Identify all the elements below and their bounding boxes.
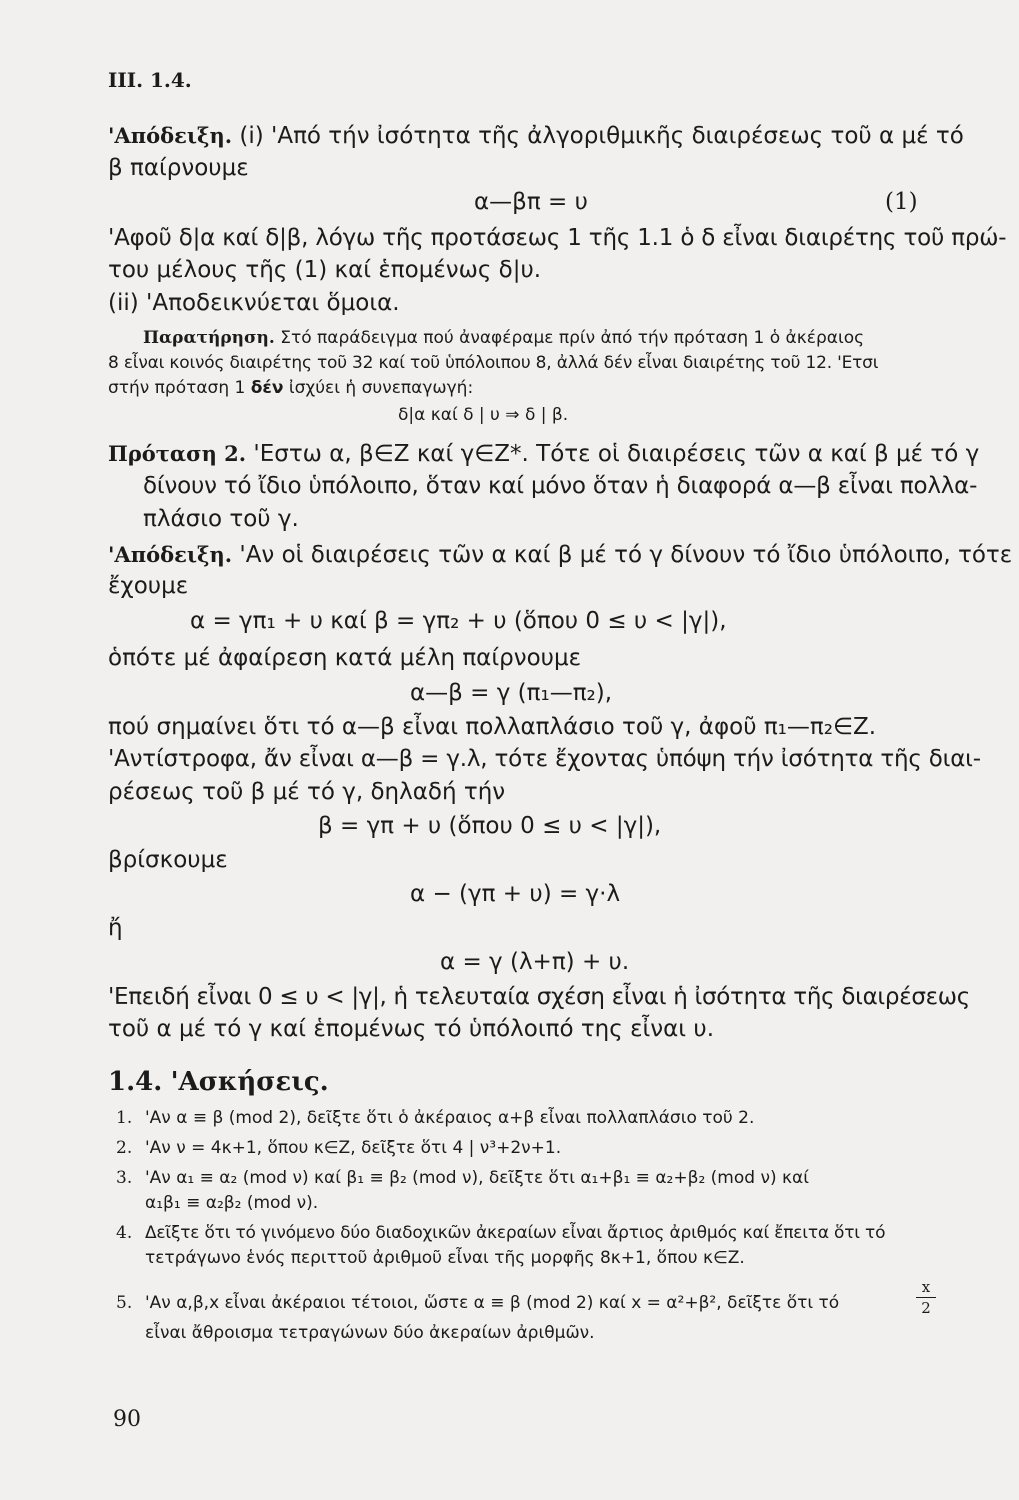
prop2-label: Πρόταση 2.	[108, 441, 247, 466]
proof1-equation-number: (1)	[885, 189, 918, 215]
proof2-line2: ἔχουμε	[108, 573, 189, 599]
exercise-1-text: 'Αν α ≡ β (mod 2), δεῖξτε ὅτι ὁ ἀκέραιος α+β εἶναι πολλαπλάσιο τοῦ 2.	[145, 1108, 755, 1128]
proof2-line5: 'Αντίστροφα, ἄν εἶναι α—β = γ.λ, τότε ἔχοντας ὑπόψη τήν ἰσότητα τῆς διαι-	[108, 746, 981, 772]
fraction-bar	[916, 1297, 936, 1298]
prop2-line3: πλάσιο τοῦ γ.	[143, 506, 299, 532]
exercise-5-number: 5.	[116, 1293, 133, 1313]
proof1-line3: 'Αφοῦ δ|α καί δ|β, λόγω τῆς προτάσεως 1 τῆς 1.1 ὁ δ εἶναι διαιρέτης τοῦ πρώ-	[108, 225, 1007, 251]
proof1-text1: (i) 'Από τήν ἰσότητα τῆς ἀλγοριθμικῆς διαιρέσεως τοῦ α μέ τό	[239, 123, 964, 149]
page-number: 90	[113, 1407, 141, 1432]
prop2-line2: δίνουν τό ἴδιο ὑπόλοιπο, ὅταν καί μόνο ὅταν ἡ διαφορά α—β εἶναι πολλα-	[143, 473, 978, 499]
exercises-heading-title: 'Ασκήσεις.	[170, 1067, 329, 1097]
proof1-label: 'Απόδειξη.	[108, 123, 233, 148]
remark-line1	[143, 327, 864, 349]
exercise-3-number: 3.	[116, 1168, 133, 1188]
exercise-5-text: 'Αν α,β,x εἶναι ἀκέραιοι τέτοιοι, ὥστε α ≡ β (mod 2) καί x = α²+β², δεῖξτε ὅτι τό	[145, 1293, 840, 1313]
proof1-line4: του μέλους τῆς (1) καί ἑπομένως δ|υ.	[108, 257, 542, 283]
remark-text3-bold: δέν	[250, 378, 284, 398]
exercise-4-text: Δεῖξτε ὅτι τό γινόμενο δύο διαδοχικῶν ἀκεραίων εἶναι ἄρτιος ἀριθμός καί ἔπειτα ὅτι τό	[145, 1223, 886, 1243]
remark-text1: Στό παράδειγμα πού ἀναφέραμε πρίν ἀπό τήν πρόταση 1 ὁ ἀκέραιος	[280, 328, 865, 348]
fraction-denominator: 2	[921, 1299, 931, 1317]
exercise-1-number: 1.	[116, 1108, 133, 1128]
exercise-2-text: 'Αν ν = 4κ+1, ὅπου κ∈Z, δεῖξτε ὅτι 4 | ν³+2ν+1.	[145, 1138, 562, 1158]
exercise-3-text-cont: α₁β₁ ≡ α₂β₂ (mod ν).	[145, 1193, 319, 1213]
exercise-5-fraction	[916, 1278, 936, 1317]
proof1-line5: (ii) 'Αποδεικνύεται ὅμοια.	[108, 290, 400, 316]
proof2-line7: βρίσκουμε	[108, 847, 228, 873]
exercise-5-text-cont: εἶναι ἄθροισμα τετραγώνων δύο ἀκεραίων ἀριθμῶν.	[145, 1323, 595, 1343]
proof2-equation3: β = γπ + υ (ὅπου 0 ≤ υ < |γ|),	[318, 813, 662, 839]
remark-formula: δ|α καί δ | υ ⇒ δ | β.	[398, 405, 569, 425]
proof2-line6: ρέσεως τοῦ β μέ τό γ, δηλαδή τήν	[108, 779, 506, 805]
remark-label: Παρατήρηση.	[143, 328, 275, 348]
exercises-heading	[108, 1066, 329, 1098]
prop2-line1	[108, 440, 979, 468]
proof2-text1: 'Αν οἱ διαιρέσεις τῶν α καί β μέ τό γ δίνουν τό ἴδιο ὑπόλοιπο, τότε	[239, 542, 1013, 568]
proof2-line10: τοῦ α μέ τό γ καί ἑπομένως τό ὑπόλοιπό της εἶναι υ.	[108, 1016, 715, 1042]
remark-text3b: ἰσχύει ἡ συνεπαγωγή:	[288, 378, 474, 398]
proof2-line3: ὁπότε μέ ἀφαίρεση κατά μέλη παίρνουμε	[108, 645, 582, 671]
proof1-equation: α—βπ = υ	[474, 189, 588, 215]
exercise-4-number: 4.	[116, 1223, 133, 1243]
exercises-heading-number: 1.4.	[108, 1067, 163, 1097]
remark-text3a: στήν πρόταση 1	[108, 378, 246, 398]
proof2-equation2: α—β = γ (π₁—π₂),	[410, 680, 613, 706]
proof1-line2: β παίρνουμε	[108, 155, 249, 181]
remark-line3	[108, 377, 473, 399]
proof2-line8: ἤ	[108, 915, 123, 941]
proof2-equation5: α = γ (λ+π) + υ.	[440, 949, 630, 975]
proof2-line1	[108, 541, 1012, 569]
prop2-text1: 'Εστω α, β∈Z καί γ∈Z*. Τότε οἱ διαιρέσεις τῶν α καί β μέ τό γ	[253, 441, 980, 467]
proof2-label: 'Απόδειξη.	[108, 542, 233, 567]
proof2-line4: πού σημαίνει ὅτι τό α—β εἶναι πολλαπλάσιο τοῦ γ, ἀφοῦ π₁—π₂∈Z.	[108, 714, 877, 740]
proof2-line9: 'Επειδή εἶναι 0 ≤ υ < |γ|, ἡ τελευταία σχέση εἶναι ἡ ἰσότητα τῆς διαιρέσεως	[108, 984, 970, 1010]
exercise-4-text-cont: τετράγωνο ἑνός περιττοῦ ἀριθμοῦ εἶναι τῆς μορφῆς 8κ+1, ὅπου κ∈Z.	[145, 1248, 745, 1268]
exercise-2-number: 2.	[116, 1138, 133, 1158]
proof1-line1	[108, 122, 964, 150]
proof2-equation1: α = γπ₁ + υ καί β = γπ₂ + υ (ὅπου 0 ≤ υ < |γ|),	[190, 608, 727, 634]
exercise-3-text: 'Αν α₁ ≡ α₂ (mod ν) καί β₁ ≡ β₂ (mod ν), δεῖξτε ὅτι α₁+β₁ ≡ α₂+β₂ (mod ν) καί	[145, 1168, 809, 1188]
section-header: III. 1.4.	[108, 68, 192, 92]
proof2-equation4: α − (γπ + υ) = γ·λ	[410, 881, 621, 907]
fraction-numerator: x	[921, 1278, 931, 1296]
remark-line2: 8 εἶναι κοινός διαιρέτης τοῦ 32 καί τοῦ ὑπόλοιπου 8, ἀλλά δέν εἶναι διαιρέτης τοῦ 12. 'Ετσι	[108, 353, 879, 373]
